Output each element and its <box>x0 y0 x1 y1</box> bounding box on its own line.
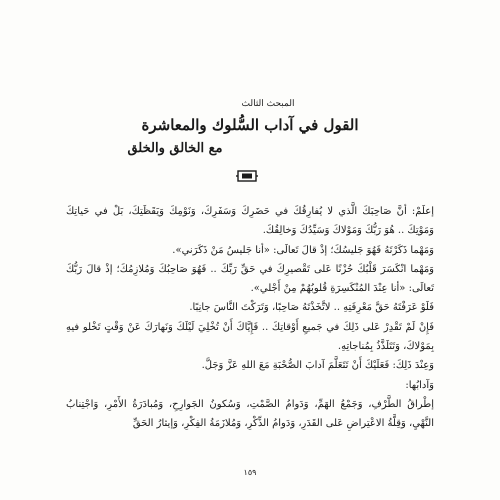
paragraph: إطْراقُ الطَّرْفِ، وَجَمْعُ الهَمِّ، وَدَوامُ الصَّمْتِ، وَسُكونُ الجَوارِحِ، وَمُبادَرَةُ الأَمْرِ، وَاجْتِنابُ النَّهْيِ، وَقِلَّةُ الاعْتِراضِ عَلى القَدَرِ، وَدَوامُ الذِّكْرِ، وَمُلازَمَةُ الفِكْرِ، وَإيثارُ الحَقِّ <box>66 398 434 430</box>
paragraph: وَآدابُها: <box>405 379 434 391</box>
paragraph: فَإِنْ لَمْ تَقْدِرْ عَلى ذَلِكَ في جَميعِ أَوْقاتِكَ .. فَإِيَّاكَ أَنْ تُخْلِيَ لَيْلَكَ وَنَهارَكَ عَنْ وَقْتٍ تَخْلو فيهِ بِمَوْلاكَ، وَتَتَلَذَّذُ بِمُناجاتِهِ. <box>66 321 434 353</box>
paragraph: إعلَمْ: أنَّ صَاحِبَكَ الَّذي لا يُفارِقُكَ في حَضَرِكَ وَسَفَرِكَ، وَنَوْمِكَ وَيَقَظَتِكَ، بَلْ في حَياتِكَ وَمَوْتِكَ .. هُوَ رَبُّكَ وَمَوْلاكَ وَسَيِّدُكَ وَخالِقُكَ. <box>66 206 434 237</box>
paragraph: وَمَهْما انْكَسَرَ قَلْبُكَ حُزْنًا عَلى تَقْصيرِكَ في حَقِّ رَبِّكَ .. فَهُوَ صَاحِبُكَ وَمُلازِمُكَ؛ إذْ قالَ رَبُّكَ تَعالَى: «أنا عِنْدَ المُنْكَسِرَةِ قُلوبُهُمْ مِنْ أَجْلي». <box>66 263 434 295</box>
body-text <box>66 202 434 434</box>
chapter-title: القول في آداب السُّلوك والمعاشرة <box>141 116 359 134</box>
ornament-icon <box>236 170 258 182</box>
paragraph: وَمَهْما ذَكَرْتَهُ فَهُوَ جَليسُكَ؛ إذْ قالَ تَعالَى: «أنا جَليسُ مَنْ ذَكَرَني». <box>172 244 434 256</box>
chapter-subtitle: مع الخالق والخلق <box>127 141 223 156</box>
page-number: ١٥٩ <box>243 468 257 477</box>
paragraph: وَعِنْدَ ذَلِكَ: فَعَلَيْكَ أَنْ تَتَعَلَّمَ آدابَ الصُّحْبَةِ مَعَ اللهِ عَزَّ وَجَلَّ. <box>201 360 434 372</box>
chapter-heading <box>0 98 500 158</box>
section-label: المبحث الثالث <box>241 99 295 109</box>
paragraph: فَلَوْ عَرَفْتَهُ حَقَّ مَعْرِفَتِهِ .. لاتَّخَذْتَهُ صَاحِبًا، وَتَرَكْتَ النَّاسَ جانِبًا. <box>189 302 434 314</box>
